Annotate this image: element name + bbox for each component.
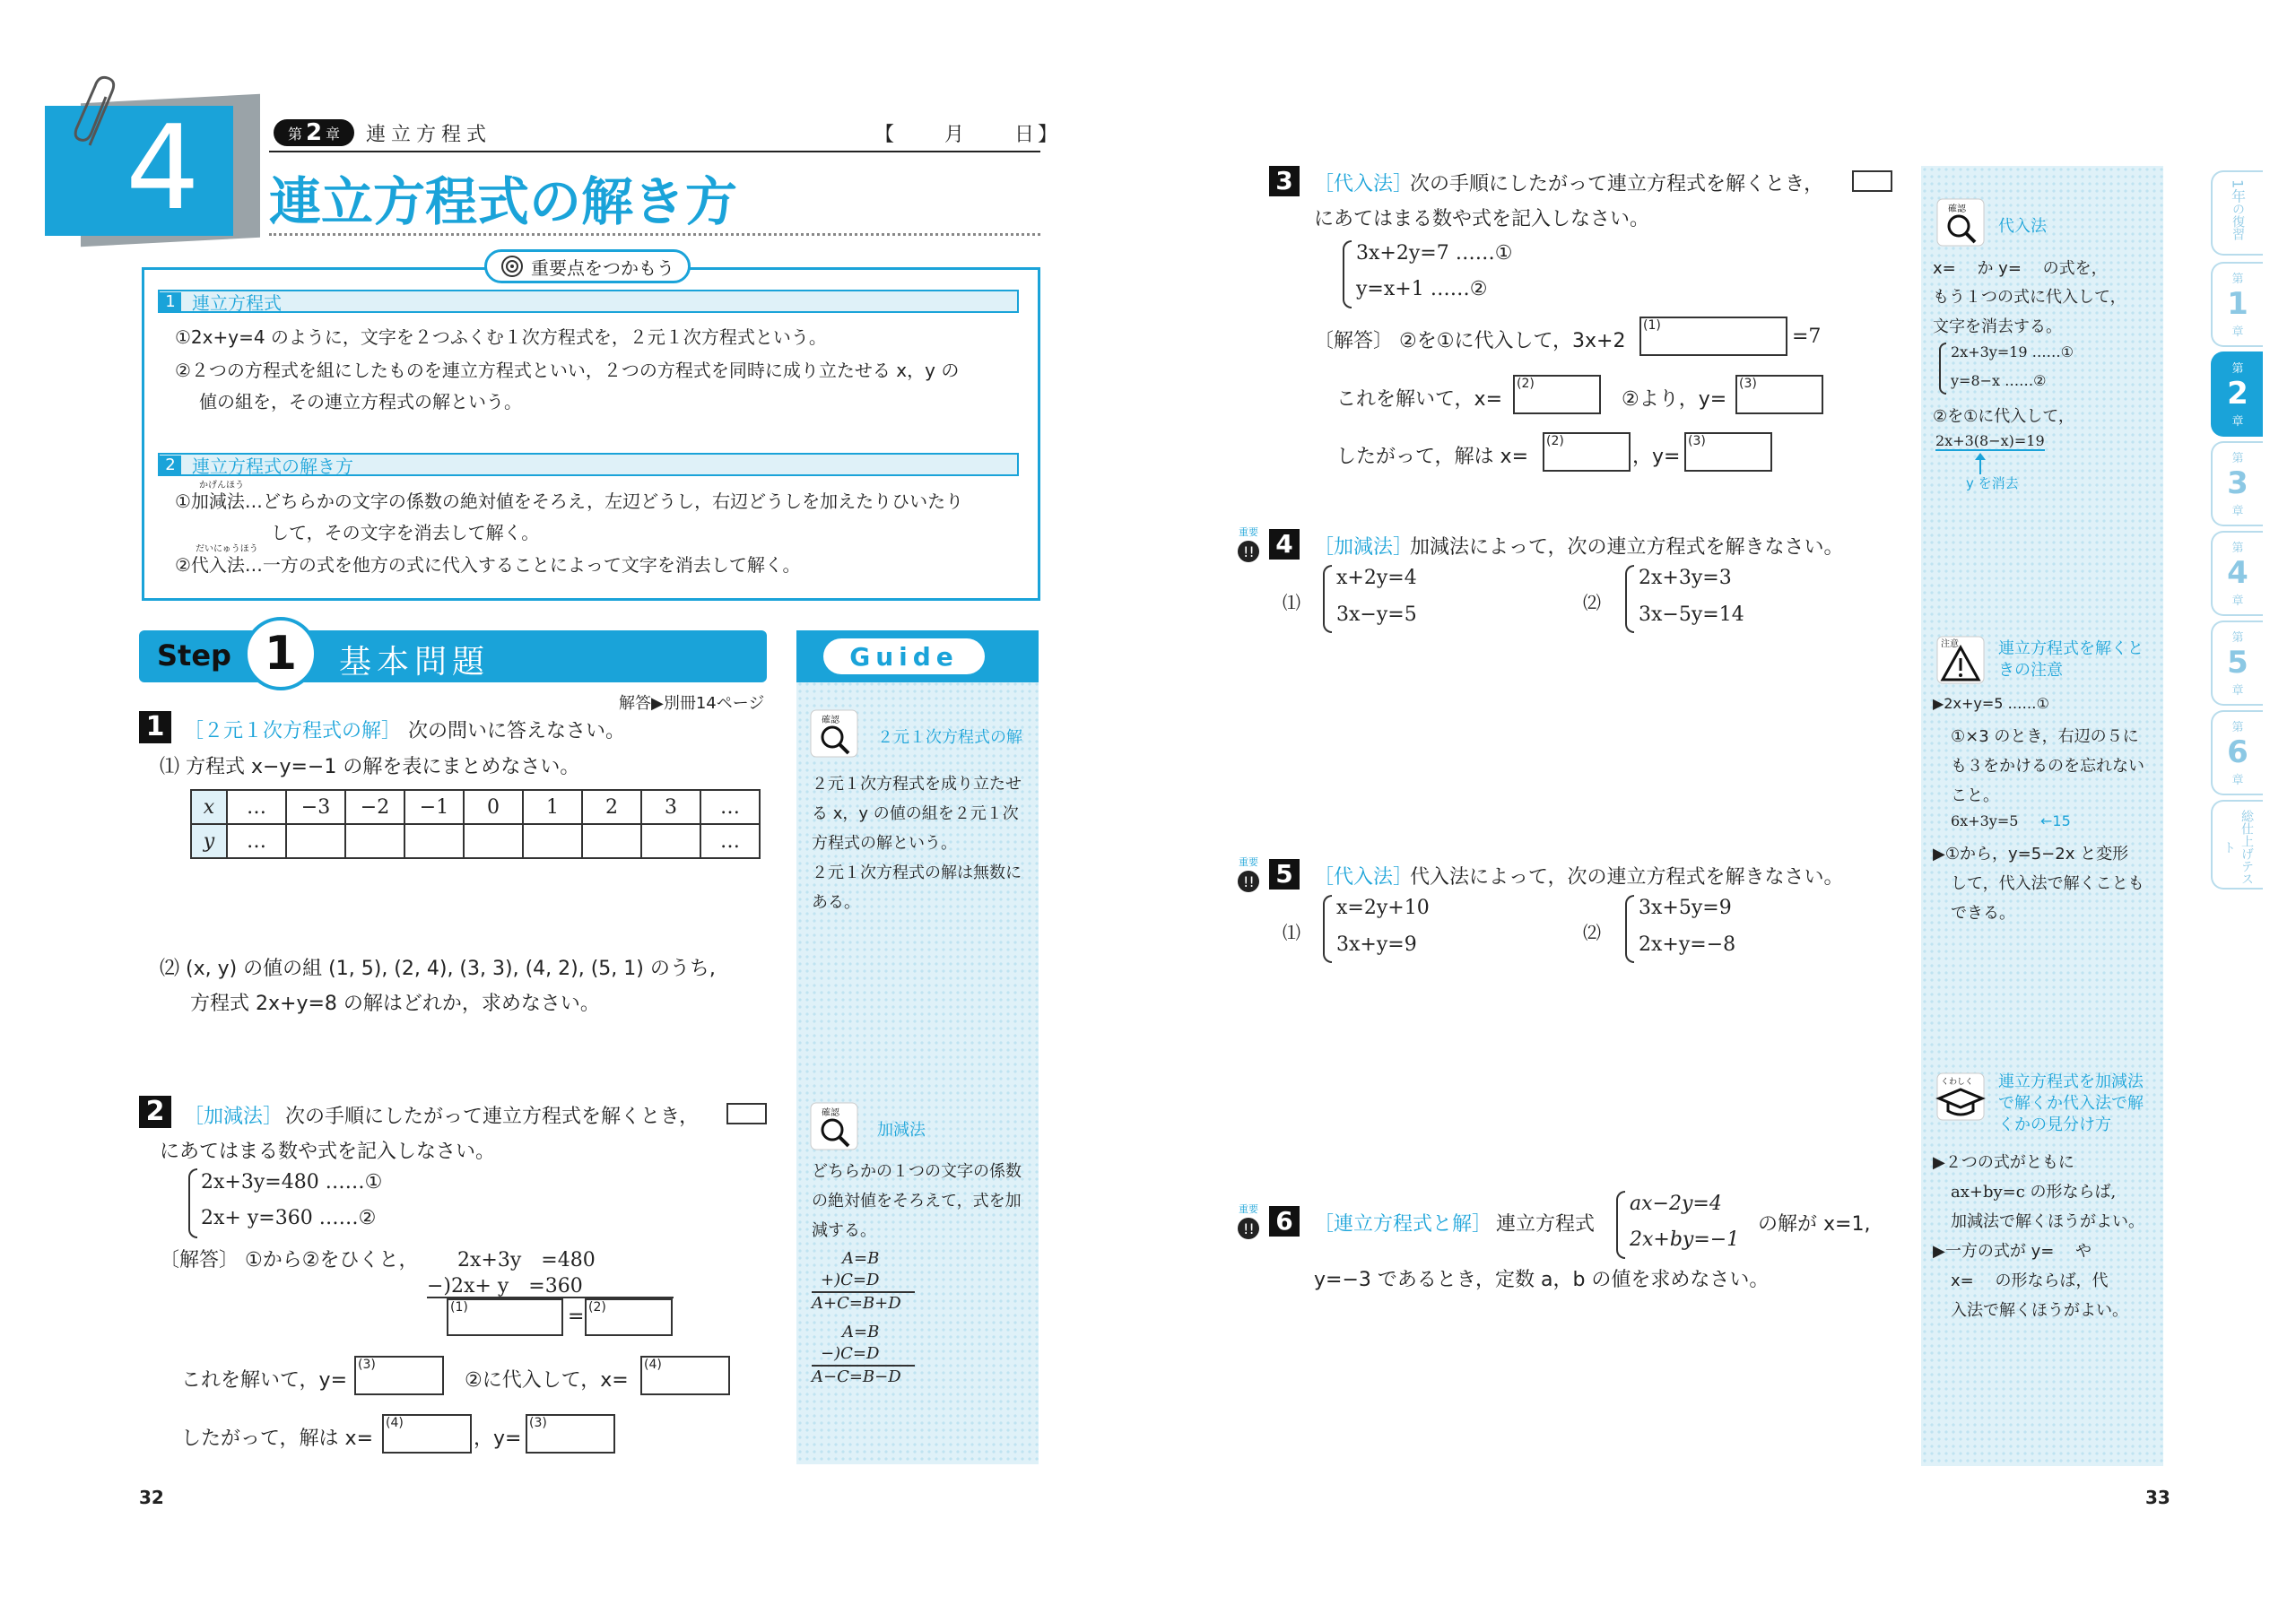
- guide2-title: 加減法: [877, 1121, 926, 1140]
- q3-line1b: =7: [1792, 325, 1822, 348]
- guide1-line: ２元１次方程式の解は無数に: [812, 864, 1022, 882]
- q6-eq1: ax−2y=4: [1630, 1193, 1722, 1215]
- guide2-body: [812, 1157, 1022, 1245]
- q2-text2: にあてはまる数や式を記入しなさい。: [160, 1141, 496, 1163]
- q2-answer-box-4[interactable]: [640, 1356, 730, 1395]
- rg1-title: 代入法: [1998, 217, 2047, 236]
- rg1-line3: 文字を消去する。: [1933, 317, 2062, 336]
- table-cell: 3: [641, 790, 700, 824]
- chapter-num: 2: [305, 119, 323, 146]
- table-cell: …: [227, 790, 286, 824]
- rg3-line2: ax+by=c の形ならば,: [1951, 1183, 2117, 1202]
- q3-eq2: y=x+1 ……②: [1356, 278, 1488, 300]
- rg2-line1: ▶2x+y=5 ……①: [1933, 695, 2049, 712]
- kp-section1-header: [158, 290, 1019, 313]
- guide2-line: の絶対値をそろえて，式を加: [812, 1192, 1022, 1211]
- q1-part2-line1: ⑵ (x, y) の値の組 (1, 5), (2, 4), (3, 3), (4, 2), (5, 1) のうち,: [160, 958, 716, 980]
- rg2-line2: ①×3 のとき，右辺の５に: [1951, 727, 2139, 746]
- q2-number: 2: [139, 1096, 171, 1128]
- q4-part2-label: ⑵: [1583, 592, 1601, 613]
- magnifier-check-icon: [809, 708, 859, 759]
- side-tab-ch5[interactable]: [2211, 621, 2263, 706]
- side-tab-top: 1年: [2229, 179, 2247, 204]
- page-number-right: 33: [2145, 1487, 2170, 1508]
- side-tab-ch2[interactable]: [2211, 352, 2263, 437]
- q4-part1-eq2: 3x−y=5: [1336, 603, 1417, 626]
- table-cell: 1: [523, 790, 582, 824]
- q1-number: 1: [139, 711, 171, 743]
- table-answer-cell[interactable]: [404, 824, 464, 858]
- side-tab-main: 2: [2227, 376, 2248, 412]
- important-label: 重要: [1239, 1203, 1258, 1215]
- rg2-line6: ▶①から，y=5−2x と変形: [1933, 845, 2129, 864]
- side-tab-top: 第: [2231, 362, 2244, 376]
- kp-section2-title: 連立方程式の解き方: [192, 455, 353, 477]
- q1-tag: ［２元１次方程式の解］: [184, 720, 402, 742]
- q3-answer-box-2[interactable]: [1513, 375, 1601, 414]
- q2-blank-box: [726, 1103, 767, 1124]
- q3-answer-box-5[interactable]: [1684, 432, 1772, 472]
- guide1-body: [812, 769, 1022, 917]
- q6-eq2: 2x+by=−1: [1630, 1228, 1740, 1251]
- side-tab-main: 1: [2227, 286, 2248, 322]
- magnifier-check-icon: [1935, 197, 1986, 247]
- q4-part2-brace: [1625, 565, 1634, 633]
- rg1-eq2: y=8−x ……②: [1951, 372, 2047, 389]
- q2-answer-box-5[interactable]: [382, 1414, 472, 1454]
- q5-number: 5: [1269, 859, 1300, 890]
- important-label: 重要: [1239, 526, 1258, 538]
- side-tab-review[interactable]: [2211, 170, 2263, 256]
- q5-part1-eq2: 3x+y=9: [1336, 933, 1417, 956]
- q3-answer-box-1[interactable]: [1639, 317, 1787, 356]
- formula-line: A=B: [842, 1323, 880, 1341]
- q4-number: 4: [1269, 529, 1300, 560]
- formula-line: +)C=D: [812, 1270, 915, 1293]
- q1-part1: ⑴ 方程式 x−y=−1 の解を表にまとめなさい。: [160, 756, 580, 778]
- side-tab-bottom: 章: [2231, 774, 2244, 787]
- table-cell: 0: [464, 790, 523, 824]
- q5-part2-label: ⑵: [1583, 922, 1601, 943]
- rg1-brace: [1939, 343, 1946, 395]
- rg2-line5: 6x+3y=5: [1951, 812, 2019, 829]
- guide2-line: 減する。: [812, 1221, 876, 1240]
- q2-calc2: −)2x+ y =360: [427, 1275, 583, 1298]
- step-num: 1: [264, 627, 298, 681]
- q5-part2-eq2: 2x+y=−8: [1639, 933, 1736, 956]
- q5-text: 代入法によって，次の連立方程式を解きなさい。: [1410, 866, 1844, 889]
- q6-important-badge: [1233, 1202, 1264, 1239]
- side-tab-top: 第: [2231, 631, 2244, 645]
- q6-number: 6: [1269, 1206, 1300, 1237]
- table-answer-cell[interactable]: [582, 824, 641, 858]
- q1-table: [190, 789, 761, 859]
- box-index: (3): [529, 1416, 547, 1430]
- rg1-line6: y を消去: [1966, 475, 2019, 491]
- q2-line2: これを解いて，y=: [181, 1369, 348, 1392]
- side-tab-main: 6: [2227, 734, 2248, 770]
- table-row: [191, 790, 760, 824]
- q3-text2: にあてはまる数や式を記入しなさい。: [1314, 208, 1650, 230]
- q4-part2-eq1: 2x+3y=3: [1639, 567, 1732, 589]
- table-cell: x: [191, 790, 227, 824]
- important-icon: [1233, 539, 1264, 564]
- magnifier-check-icon: [809, 1101, 859, 1151]
- side-tab-bottom: 章: [2231, 325, 2244, 339]
- q6-text2: の解が x=1,: [1758, 1213, 1871, 1236]
- q4-part2-eq2: 3x−5y=14: [1639, 603, 1744, 626]
- box-index: (4): [386, 1416, 404, 1430]
- table-cell: 2: [582, 790, 641, 824]
- side-tab-ch1[interactable]: [2211, 262, 2263, 347]
- guide2-formula2: [812, 1322, 915, 1388]
- q6-brace: [1616, 1191, 1625, 1259]
- q4-text: 加減法によって，次の連立方程式を解きなさい。: [1410, 536, 1844, 559]
- side-tab-main: 5: [2227, 645, 2248, 681]
- kp-s2-line1: ①加減法…どちらかの文字の係数の絶対値をそろえ，左辺どうし，右辺どうしを加えたりひいたり: [175, 490, 964, 512]
- box-index: (2): [1517, 377, 1535, 391]
- rg2-line3: も３をかけるのを忘れない: [1951, 757, 2144, 776]
- q3-brace: [1343, 240, 1352, 308]
- formula-line: A=B: [842, 1249, 880, 1268]
- box-index: (2): [588, 1300, 606, 1315]
- q5-tag: ［代入法］: [1314, 866, 1413, 889]
- q3-answer-box-3[interactable]: [1735, 375, 1823, 414]
- svg-text:!!: !!: [1243, 873, 1255, 890]
- kp-section2-header: [158, 453, 1019, 476]
- q3-eq1: 3x+2y=7 ……①: [1356, 242, 1513, 265]
- rg1-line2: もう１つの式に代入して，: [1933, 288, 2126, 307]
- formula-line: −)C=D: [812, 1343, 915, 1367]
- guide1-line: る x，y の値の組を２元１次: [812, 804, 1019, 823]
- side-tab-ch3[interactable]: [2211, 441, 2263, 526]
- step-title: 基本問題: [339, 644, 491, 681]
- guide-pill: [823, 638, 985, 674]
- q5-part1-label: ⑴: [1283, 922, 1300, 943]
- q3-line2b: ②より，y=: [1622, 388, 1727, 411]
- key-points-tag: [484, 249, 691, 283]
- q2-tag: ［加減法］: [184, 1106, 283, 1128]
- box-index: (2): [1546, 434, 1564, 448]
- svg-text:!!: !!: [1243, 543, 1255, 560]
- q3-line1: 〔解答〕 ②を①に代入して，3x+2: [1314, 330, 1626, 352]
- side-tab-top: 第: [2231, 273, 2244, 286]
- table-answer-cell[interactable]: [464, 824, 523, 858]
- rg3-line4: ▶一方の式が y= や: [1933, 1242, 2092, 1261]
- q3-line3b: ，y=: [1632, 446, 1681, 468]
- q5-important-badge: [1233, 855, 1264, 892]
- q3-line2: これを解いて，x=: [1336, 388, 1503, 411]
- key-points-tag-text: 重要点をつかもう: [531, 256, 674, 279]
- guide2-line: どちらかの１つの文字の係数: [812, 1162, 1022, 1181]
- q4-part1-eq1: x+2y=4: [1336, 567, 1417, 589]
- rg3-line3: 加減法で解くほうがよい。: [1951, 1212, 2144, 1231]
- rg1-line1: x= か y= の式を，: [1933, 259, 2108, 278]
- side-tab-top: 第: [2231, 721, 2244, 734]
- side-tab-ch6[interactable]: [2211, 710, 2263, 795]
- kp-s1-line1: ①2x+y=4 のように，文字を２つふくむ１次方程式を，２元１次方程式という。: [175, 326, 827, 348]
- q5-part1-brace: [1323, 895, 1332, 963]
- side-tab-main: の復習: [2231, 203, 2245, 241]
- q3-answer-box-4[interactable]: [1543, 432, 1631, 472]
- paperclip-icon: [72, 74, 126, 154]
- kp-s2-line3: ②代入法…一方の式を他方の式に代入することによって文字を消去して解く。: [175, 554, 801, 576]
- kp-section1-title: 連立方程式: [192, 291, 282, 314]
- side-tab-bottom: 章: [2231, 684, 2244, 698]
- formula-line: A−C=B−D: [812, 1367, 901, 1386]
- guide-label: Guide: [849, 641, 959, 672]
- table-answer-cell[interactable]: [641, 824, 700, 858]
- q2-line2b: ②に代入して，x=: [465, 1369, 629, 1392]
- table-cell: …: [227, 824, 286, 858]
- chapter-name: 連立方程式: [366, 124, 492, 146]
- table-cell: −1: [404, 790, 464, 824]
- q4-part1-brace: [1323, 565, 1332, 633]
- kp-s2-ruby1: かげんほう: [199, 481, 244, 490]
- rg3-line6: 入法で解くほうがよい。: [1951, 1301, 2128, 1320]
- q4-part1-label: ⑴: [1283, 592, 1300, 613]
- guide2-formula1: [812, 1248, 915, 1315]
- box-index: (3): [1739, 377, 1757, 391]
- q2-answer-box-1[interactable]: [447, 1298, 563, 1336]
- table-cell: y: [191, 824, 227, 858]
- rg2-line5b: ←15: [2040, 812, 2071, 829]
- guide1-line: ２元１次方程式を成り立たせ: [812, 775, 1022, 794]
- table-cell: …: [700, 790, 760, 824]
- q3-line3: したがって，解は x=: [1336, 446, 1529, 468]
- svg-text:確認: 確認: [822, 716, 839, 725]
- graduation-cap-icon: [1935, 1072, 1986, 1122]
- q1-text: 次の問いに答えなさい。: [408, 720, 626, 742]
- q2-calc1: 2x+3y =480: [457, 1249, 596, 1271]
- q2-eq2: 2x+ y=360 ……②: [201, 1207, 377, 1229]
- table-answer-cell[interactable]: [345, 824, 404, 858]
- side-tab-top: 第: [2231, 542, 2244, 555]
- kp-section2-num: 2: [160, 456, 181, 474]
- box-index: (1): [450, 1300, 468, 1315]
- kp-s1-line3: 値の組を，その連立方程式の解という。: [199, 391, 522, 412]
- q3-blank-box: [1852, 170, 1892, 192]
- q2-answer-box-6[interactable]: [526, 1414, 615, 1454]
- q3-number: 3: [1269, 166, 1300, 196]
- svg-text:確認: 確認: [822, 1108, 839, 1118]
- rg3-line5: x= の形ならば，代: [1951, 1271, 2109, 1290]
- side-tab-main: 4: [2227, 555, 2248, 591]
- svg-text:くわしく: くわしく: [1941, 1078, 1974, 1087]
- side-tab-ch4[interactable]: [2211, 531, 2263, 616]
- q2-answer-box-2[interactable]: [585, 1298, 673, 1336]
- box-index: (3): [1688, 434, 1706, 448]
- page-title: 連立方程式の解き方: [269, 171, 738, 232]
- rg2-line4: こと。: [1951, 786, 1999, 805]
- q2-text: 次の手順にしたがって連立方程式を解くとき，: [285, 1106, 700, 1128]
- kp-section1-num: 1: [160, 292, 181, 311]
- q5-part2-brace: [1625, 895, 1634, 963]
- guide1-title: ２元１次方程式の解: [877, 728, 1022, 747]
- side-tab-bottom: 章: [2231, 505, 2244, 518]
- kp-s1-line2: ②２つの方程式を組にしたものを連立方程式といい，２つの方程式を同時に成り立たせる x，y の: [175, 360, 960, 381]
- q2-eq1: 2x+3y=480 ……①: [201, 1171, 383, 1193]
- chapter-label-pill: [274, 119, 354, 146]
- q2-answer-label: 〔解答〕 ①から②をひくと，: [160, 1249, 419, 1271]
- title-underline: [269, 233, 1040, 236]
- box-index: (4): [644, 1358, 662, 1372]
- svg-text:注意: 注意: [1941, 639, 1959, 649]
- date-stamp: 【 月 日】: [874, 124, 1062, 146]
- q3-text: 次の手順にしたがって連立方程式を解くとき，: [1410, 173, 1824, 195]
- q6-line2: y=−3 であるとき，定数 a，b の値を求めなさい。: [1314, 1269, 1770, 1291]
- table-row: [191, 824, 760, 858]
- up-arrow-icon: [1975, 453, 1986, 474]
- header-rule: [269, 151, 1040, 152]
- rg1-eq1: 2x+3y=19 ……①: [1951, 343, 2074, 360]
- q2-line3b: ，y=: [474, 1428, 522, 1450]
- q4-important-badge: [1233, 525, 1264, 562]
- warning-icon: [1935, 635, 1986, 685]
- svg-text:確認: 確認: [1948, 204, 1966, 214]
- guide1-line: ある。: [812, 893, 860, 912]
- rg2-line7: して，代入法で解くことも: [1951, 874, 2144, 893]
- side-tab-bottom: 章: [2231, 415, 2244, 429]
- side-tab-top: 第: [2231, 452, 2244, 465]
- side-tab-bottom: 章: [2231, 595, 2244, 608]
- rg3-line1: ▶２つの式がともに: [1933, 1153, 2074, 1172]
- q2-line3: したがって，解は x=: [181, 1428, 374, 1450]
- chapter-prefix: 第: [287, 125, 302, 143]
- important-icon: [1233, 1216, 1264, 1241]
- target-icon: [500, 255, 524, 278]
- table-cell: −2: [345, 790, 404, 824]
- kp-s2-ruby2: だいにゅうほう: [196, 544, 258, 554]
- q6-text: 連立方程式: [1496, 1213, 1596, 1236]
- table-cell: …: [700, 824, 760, 858]
- rg1-line5: 2x+3(8−x)=19: [1935, 432, 2045, 449]
- formula-line: A+C=B+D: [812, 1294, 901, 1313]
- table-answer-cell[interactable]: [286, 824, 345, 858]
- chapter-suffix: 章: [326, 125, 341, 143]
- table-cell: −3: [286, 790, 345, 824]
- table-answer-cell[interactable]: [523, 824, 582, 858]
- step-label: Step: [157, 638, 231, 673]
- rg1-line4: ②を①に代入して，: [1933, 407, 2074, 426]
- side-tab-main: 総仕上げテスト: [2222, 810, 2254, 885]
- guide1-line: 方程式の解という。: [812, 834, 957, 853]
- chapter-number: 4: [126, 100, 200, 236]
- box-index: (1): [1643, 318, 1661, 333]
- important-icon: [1233, 869, 1264, 894]
- svg-text:!!: !!: [1243, 1220, 1255, 1237]
- step-num-circle: [244, 617, 317, 690]
- page-number-left: 32: [139, 1487, 164, 1508]
- rg2-title: 連立方程式を解くときの注意: [1998, 639, 2144, 680]
- q2-eq-sign: =: [568, 1306, 585, 1328]
- q5-part2-eq1: 3x+5y=9: [1639, 897, 1732, 919]
- q2-brace: [188, 1168, 197, 1238]
- side-tab-final-test[interactable]: [2211, 800, 2263, 890]
- important-label: 重要: [1239, 856, 1258, 868]
- kp-s2-line2: して，その文字を消去して解く。: [271, 522, 540, 543]
- q4-tag: ［加減法］: [1314, 536, 1413, 559]
- q1-part2-line2: 方程式 2x+y=8 の解はどれか，求めなさい。: [190, 993, 600, 1015]
- answer-reference: 解答▶別冊14ページ: [619, 694, 765, 713]
- box-index: (3): [358, 1358, 376, 1372]
- q3-tag: ［代入法］: [1314, 173, 1413, 195]
- rg3-title: 連立方程式を加減法で解くか代入法で解くかの見分け方: [1998, 1072, 2144, 1134]
- q6-tag: ［連立方程式と解］: [1314, 1213, 1492, 1236]
- side-tab-main: 3: [2227, 465, 2248, 501]
- q2-answer-box-3[interactable]: [354, 1356, 444, 1395]
- rg2-line8: できる。: [1951, 904, 2015, 923]
- q5-part1-eq1: x=2y+10: [1336, 897, 1430, 919]
